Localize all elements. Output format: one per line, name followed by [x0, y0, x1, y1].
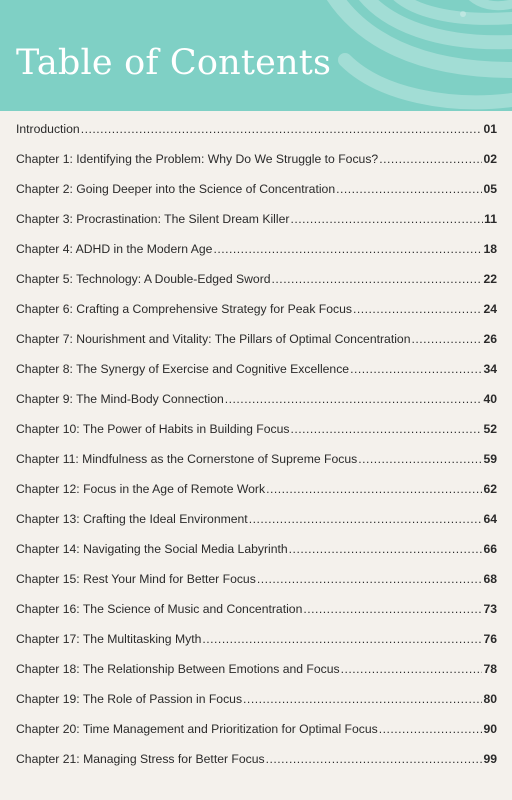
toc-entry[interactable]: [16, 242, 497, 272]
toc-entry-page-number: 99: [483, 752, 497, 766]
toc-entry-page-number: 62: [483, 482, 497, 496]
toc-entry-label: Chapter 15: Rest Your Mind for Better Focus: [16, 572, 256, 586]
table-of-contents: [16, 122, 497, 782]
toc-dot-leader: [81, 122, 483, 136]
toc-entry-page-number: 68: [483, 572, 497, 586]
toc-entry-label: Chapter 16: The Science of Music and Concentration: [16, 602, 303, 616]
toc-dot-leader: [266, 482, 482, 496]
toc-entry[interactable]: [16, 122, 497, 152]
toc-dot-leader: [257, 572, 483, 586]
toc-entry[interactable]: [16, 332, 497, 362]
page-title: Table of Contents: [16, 43, 332, 83]
toc-entry-page-number: 24: [483, 302, 497, 316]
toc-entry-label: Chapter 8: The Synergy of Exercise and Cognitive Excellence: [16, 362, 350, 376]
toc-entry-page-number: 90: [483, 722, 497, 736]
toc-entry-page-number: 02: [483, 152, 497, 166]
toc-entry[interactable]: [16, 722, 497, 752]
toc-entry-label: Introduction: [16, 122, 80, 136]
toc-entry[interactable]: [16, 542, 497, 572]
toc-entry-label: Chapter 21: Managing Stress for Better Focus: [16, 752, 265, 766]
toc-entry-label: Chapter 10: The Power of Habits in Building Focus: [16, 422, 290, 436]
toc-entry-page-number: 64: [483, 512, 497, 526]
toc-entry-page-number: 66: [483, 542, 497, 556]
toc-entry-page-number: 26: [483, 332, 497, 346]
toc-entry[interactable]: [16, 212, 497, 242]
toc-entry-page-number: 59: [483, 452, 497, 466]
toc-entry-label: Chapter 11: Mindfulness as the Cornerstone of Supreme Focus: [16, 452, 358, 466]
header-banner: [0, 0, 512, 111]
toc-entry-page-number: 22: [483, 272, 497, 286]
toc-dot-leader: [290, 212, 483, 226]
toc-entry[interactable]: [16, 272, 497, 302]
toc-entry-page-number: 78: [483, 662, 497, 676]
toc-entry-label: Chapter 20: Time Management and Prioritization for Optimal Focus: [16, 722, 378, 736]
toc-entry-label: Chapter 17: The Multitasking Myth: [16, 632, 202, 646]
toc-dot-leader: [225, 392, 483, 406]
toc-entry[interactable]: [16, 452, 497, 482]
toc-entry-page-number: 73: [483, 602, 497, 616]
toc-entry[interactable]: [16, 392, 497, 422]
toc-dot-leader: [350, 362, 482, 376]
toc-entry[interactable]: [16, 482, 497, 512]
toc-entry[interactable]: [16, 602, 497, 632]
toc-dot-leader: [411, 332, 482, 346]
toc-dot-leader: [243, 692, 482, 706]
toc-entry-page-number: 80: [483, 692, 497, 706]
toc-entry[interactable]: [16, 662, 497, 692]
toc-entry-page-number: 11: [484, 212, 497, 226]
toc-entry[interactable]: [16, 302, 497, 332]
toc-entry-label: Chapter 19: The Role of Passion in Focus: [16, 692, 243, 706]
toc-entry-label: Chapter 1: Identifying the Problem: Why Do We Struggle to Focus?: [16, 152, 379, 166]
toc-dot-leader: [202, 632, 482, 646]
toc-dot-leader: [341, 662, 483, 676]
toc-entry[interactable]: [16, 692, 497, 722]
toc-entry-page-number: 34: [483, 362, 497, 376]
toc-entry-label: Chapter 5: Technology: A Double-Edged Sword: [16, 272, 271, 286]
toc-entry-label: Chapter 7: Nourishment and Vitality: The Pillars of Optimal Concentration: [16, 332, 411, 346]
toc-entry-page-number: 52: [483, 422, 497, 436]
toc-dot-leader: [358, 452, 482, 466]
toc-dot-leader: [303, 602, 482, 616]
toc-entry[interactable]: [16, 422, 497, 452]
toc-entry-label: Chapter 18: The Relationship Between Emotions and Focus: [16, 662, 340, 676]
toc-entry-page-number: 76: [483, 632, 497, 646]
toc-entry-label: Chapter 2: Going Deeper into the Science of Concentration: [16, 182, 336, 196]
toc-entry-label: Chapter 9: The Mind-Body Connection: [16, 392, 224, 406]
toc-dot-leader: [272, 272, 483, 286]
toc-entry[interactable]: [16, 182, 497, 212]
toc-entry[interactable]: [16, 512, 497, 542]
toc-entry[interactable]: [16, 752, 497, 782]
toc-entry-label: Chapter 14: Navigating the Social Media Labyrinth: [16, 542, 288, 556]
toc-dot-leader: [213, 242, 482, 256]
toc-dot-leader: [379, 722, 483, 736]
toc-entry[interactable]: [16, 152, 497, 182]
toc-entry-page-number: 01: [483, 122, 497, 136]
toc-entry-label: Chapter 3: Procrastination: The Silent Dream Killer: [16, 212, 290, 226]
toc-entry[interactable]: [16, 632, 497, 662]
toc-entry[interactable]: [16, 362, 497, 392]
toc-entry[interactable]: [16, 572, 497, 602]
toc-entry-page-number: 40: [483, 392, 497, 406]
toc-entry-page-number: 18: [483, 242, 497, 256]
toc-entry-label: Chapter 12: Focus in the Age of Remote Work: [16, 482, 266, 496]
toc-dot-leader: [289, 542, 483, 556]
toc-dot-leader: [266, 752, 483, 766]
toc-entry-label: Chapter 4: ADHD in the Modern Age: [16, 242, 213, 256]
toc-dot-leader: [379, 152, 482, 166]
toc-entry-label: Chapter 6: Crafting a Comprehensive Strategy for Peak Focus: [16, 302, 352, 316]
toc-entry-page-number: 05: [483, 182, 497, 196]
toc-dot-leader: [353, 302, 482, 316]
toc-entry-label: Chapter 13: Crafting the Ideal Environment: [16, 512, 248, 526]
toc-dot-leader: [336, 182, 482, 196]
toc-dot-leader: [290, 422, 482, 436]
toc-dot-leader: [249, 512, 483, 526]
